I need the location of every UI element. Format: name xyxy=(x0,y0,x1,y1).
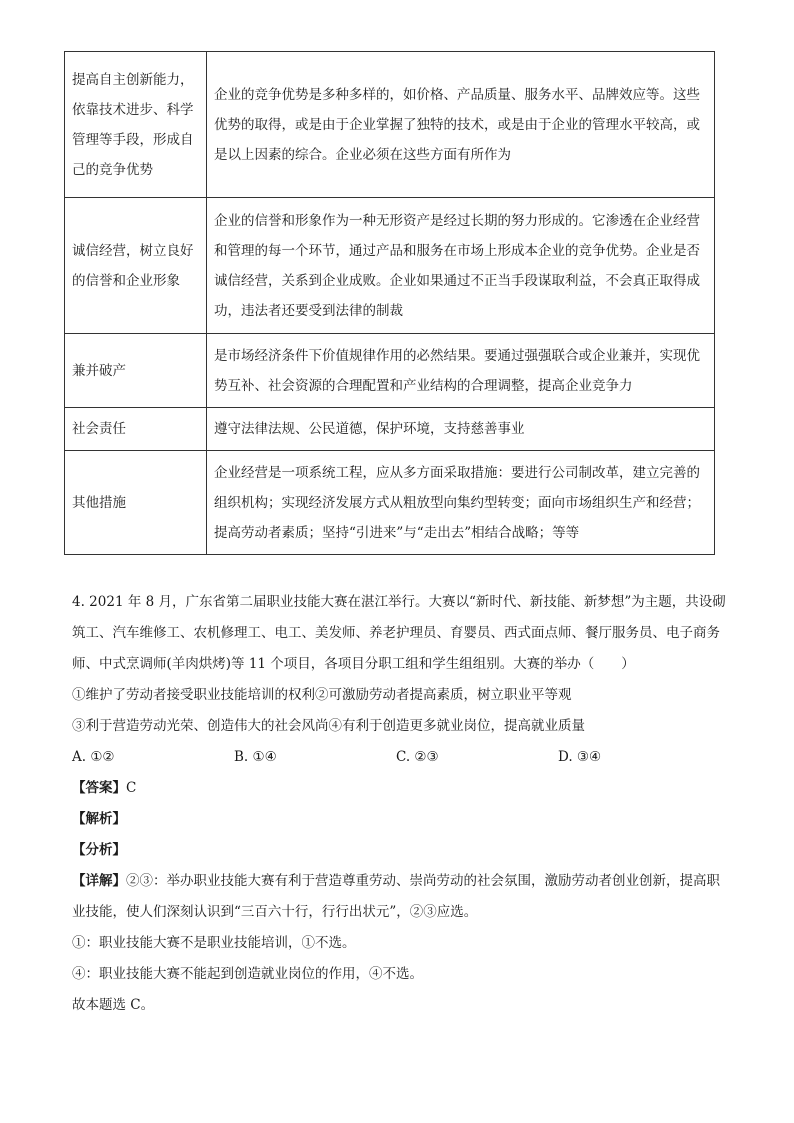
option-b: B. ①④ xyxy=(234,749,277,765)
question-block xyxy=(72,587,732,1021)
summary-table xyxy=(64,51,715,555)
option-a: A. ①② xyxy=(72,749,115,765)
detail-label: 【详解】 xyxy=(72,873,126,889)
table-cell-measure: 诚信经营，树立良好的信誉和企业形象 xyxy=(65,198,207,334)
table-cell-measure: 提高自主创新能力，依靠技术进步、科学管理等手段，形成自己的竞争优势 xyxy=(65,52,207,198)
statement-line-2: ③利于营造劳动光荣、创造伟大的社会风尚④有利于创造更多就业岗位，提高就业质量 xyxy=(72,718,585,734)
table-row xyxy=(65,198,715,334)
detail-text: ②③：举办职业技能大赛有利于营造尊重劳动、崇尚劳动的社会氛围，激励劳动者创业创新，提高职业技能，使人们深刻认识到“三百六十行，行行出状元”，②③应选。 xyxy=(72,873,720,920)
note-2: ④：职业技能大赛不能起到创造就业岗位的作用，④不选。 xyxy=(72,966,423,982)
question-stem: 4. 2021 年 8 月，广东省第二届职业技能大赛在湛江举行。大赛以“新时代、新技能、新梦想”为主题，共设砌筑工、汽车维修工、农机修理工、电工、美发师、养老护理员、育婴员、西式面点师、餐厅服务员、电子商务师、中式烹调师(羊肉烘烤)等 11 个项目，各项目分职工组和学生组组别。大赛的举办（ ） xyxy=(72,594,726,672)
note-1: ①：职业技能大赛不是职业技能培训，①不选。 xyxy=(72,935,356,951)
table-row xyxy=(65,408,715,451)
conclusion: 故本题选 C。 xyxy=(72,997,155,1013)
table-cell-explanation: 遵守法律法规、公民道德，保护环境，支持慈善事业 xyxy=(207,408,715,451)
table-cell-explanation: 是市场经济条件下价值规律作用的必然结果。要通过强强联合或企业兼并，实现优势互补、社会资源的合理配置和产业结构的合理调整，提高企业竞争力 xyxy=(207,334,715,408)
table-cell-explanation: 企业的信誉和形象作为一种无形资产是经过长期的努力形成的。它渗透在企业经营和管理的每一个环节，通过产品和服务在市场上形成本企业的竞争优势。企业是否诚信经营，关系到企业成败。企业如果通过不正当手段谋取利益，不会真正取得成功，违法者还要受到法律的制裁 xyxy=(207,198,715,334)
option-c: C. ②③ xyxy=(396,749,439,765)
answer-line xyxy=(72,773,732,804)
fenxi-label: 【分析】 xyxy=(72,842,126,858)
table-cell-measure: 其他措施 xyxy=(65,451,207,555)
table-row xyxy=(65,334,715,408)
table-cell-explanation: 企业的竞争优势是多种多样的，如价格、产品质量、服务水平、品牌效应等。这些优势的取得，或是由于企业掌握了独特的技术，或是由于企业的管理水平较高，或是以上因素的综合。企业必须在这些方面有所作为 xyxy=(207,52,715,198)
answer-options xyxy=(72,742,732,773)
detail-paragraph xyxy=(72,866,732,928)
table-row xyxy=(65,52,715,198)
table-row xyxy=(65,451,715,555)
statement-line-1: ①维护了劳动者接受职业技能培训的权利②可激励劳动者提高素质，树立职业平等观 xyxy=(72,687,572,703)
table-cell-explanation: 企业经营是一项系统工程，应从多方面采取措施：要进行公司制改革，建立完善的组织机构；实现经济发展方式从粗放型向集约型转变；面向市场组织生产和经营；提高劳动者素质；坚持“引进来”与“走出去”相结合战略；等等 xyxy=(207,451,715,555)
analysis-label: 【解析】 xyxy=(72,811,126,827)
answer-value: C xyxy=(126,780,137,796)
option-d: D. ③④ xyxy=(558,749,602,765)
answer-label: 【答案】 xyxy=(72,780,126,796)
table-cell-measure: 社会责任 xyxy=(65,408,207,451)
table-cell-measure: 兼并破产 xyxy=(65,334,207,408)
